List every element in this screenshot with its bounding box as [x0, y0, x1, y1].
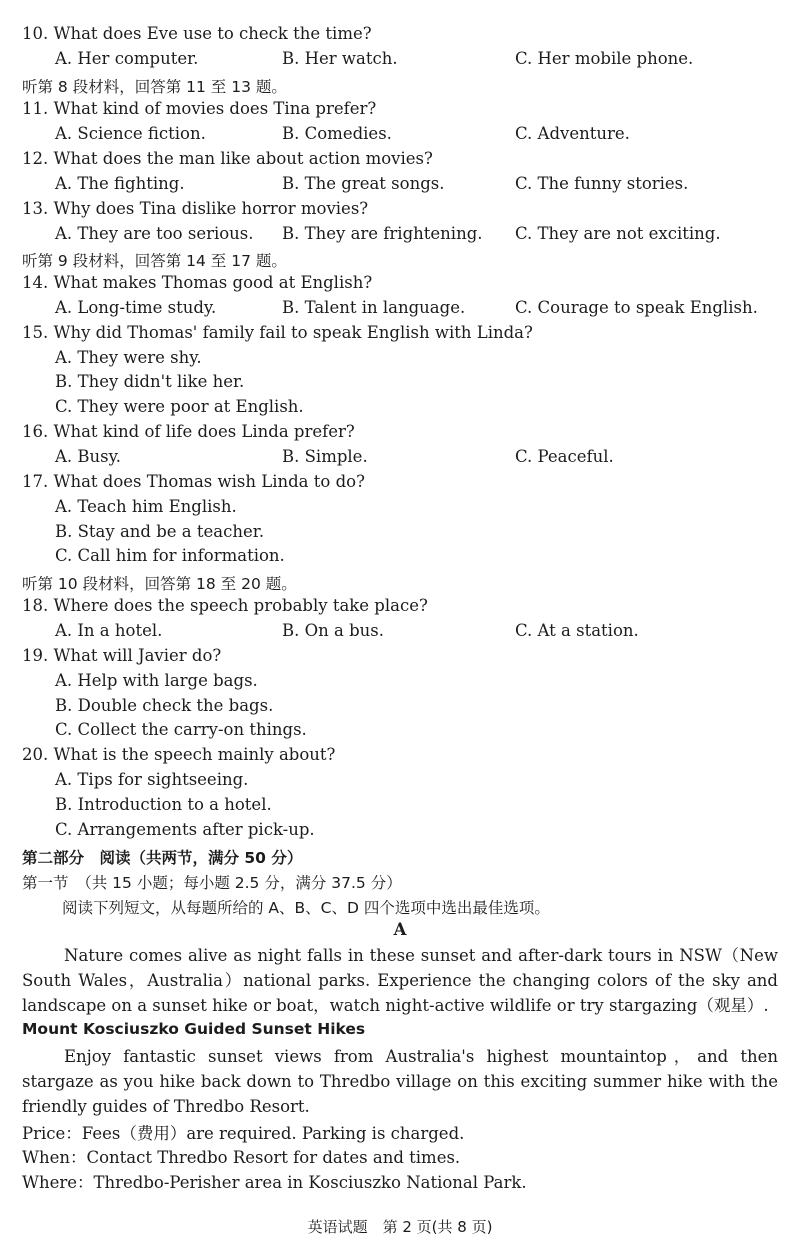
q11-option-a: A. Science fiction. [55, 124, 206, 143]
q12-option-a: A. The fighting. [55, 174, 185, 193]
q12-option-c: C. The funny stories. [515, 174, 689, 193]
q16-option-a: A. Busy. [55, 447, 121, 466]
q13-option-c: C. They are not exciting. [515, 224, 721, 243]
q12-stem: 12. What does the man like about action movies? [22, 149, 433, 168]
q13-option-b: B. They are frightening. [282, 224, 483, 243]
q15-stem: 15. Why did Thomas' family fail to speak English with Linda? [22, 323, 533, 342]
hike-title: Mount Kosciuszko Guided Sunset Hikes [22, 1020, 366, 1038]
q11-option-c: C. Adventure. [515, 124, 630, 143]
q20-option-c: C. Arrangements after pick-up. [55, 820, 315, 839]
q17-option-c: C. Call him for information. [55, 546, 285, 565]
q11-stem: 11. What kind of movies does Tina prefer? [22, 99, 377, 118]
q16-stem: 16. What kind of life does Linda prefer? [22, 422, 355, 441]
when-line: When：Contact Thredbo Resort for dates and times. [22, 1148, 461, 1167]
price-line: Price：Fees（费用）are required. Parking is charged. [22, 1124, 465, 1143]
q18-stem: 18. Where does the speech probably take place? [22, 596, 428, 615]
q16-option-c: C. Peaceful. [515, 447, 614, 466]
q10-option-a: A. Her computer. [55, 49, 199, 68]
q14-option-a: A. Long-time study. [55, 298, 217, 317]
q14-option-b: B. Talent in language. [282, 298, 466, 317]
section1-heading: 第一节 （共 15 小题；每小题 2.5 分，满分 37.5 分） [22, 874, 402, 892]
q15-option-b: B. They didn't like her. [55, 372, 245, 391]
q14-option-c: C. Courage to speak English. [515, 298, 758, 317]
q19-option-b: B. Double check the bags. [55, 696, 274, 715]
q19-option-c: C. Collect the carry-on things. [55, 720, 307, 739]
page-footer: 英语试题 第 2 页(共 8 页) [307, 1218, 493, 1236]
q12-option-b: B. The great songs. [282, 174, 445, 193]
q11-option-b: B. Comedies. [282, 124, 392, 143]
q10-option-b: B. Her watch. [282, 49, 398, 68]
part2-heading: 第二部分 阅读（共两节，满分 50 分） [22, 849, 303, 867]
q20-option-b: B. Introduction to a hotel. [55, 795, 272, 814]
q17-option-b: B. Stay and be a teacher. [55, 522, 265, 541]
reading-instruction: 阅读下列短文，从每题所给的 A、B、C、D 四个选项中选出最佳选项。 [62, 899, 550, 917]
q19-option-a: A. Help with large bags. [55, 671, 258, 690]
q13-option-a: A. They are too serious. [55, 224, 254, 243]
q19-stem: 19. What will Javier do? [22, 646, 222, 665]
q17-stem: 17. What does Thomas wish Linda to do? [22, 472, 365, 491]
q15-option-a: A. They were shy. [55, 348, 202, 367]
q16-option-b: B. Simple. [282, 447, 368, 466]
intro-paragraph: Nature comes alive as night falls in these sunset and after-dark tours in NSW（New South Wales，Australia）national parks. Experience the changing colors of the sky and landscape on a sunset hike or boat，watch night-active wildlife or try stargazing（观星）. [22, 946, 778, 1015]
q14-stem: 14. What makes Thomas good at English? [22, 273, 373, 292]
passage-letter: A [393, 920, 407, 939]
q18-option-c: C. At a station. [515, 621, 639, 640]
q13-stem: 13. Why does Tina dislike horror movies? [22, 199, 369, 218]
q10-option-c: C. Her mobile phone. [515, 49, 694, 68]
q20-stem: 20. What is the speech mainly about? [22, 745, 336, 764]
section8-instruction: 听第 8 段材料，回答第 11 至 13 题。 [22, 78, 287, 96]
section10-instruction: 听第 10 段材料，回答第 18 至 20 题。 [22, 575, 297, 593]
q15-option-c: C. They were poor at English. [55, 397, 304, 416]
q20-option-a: A. Tips for sightseeing. [55, 770, 249, 789]
hike-paragraph: Enjoy fantastic sunset views from Australia's highest mountaintop，and then stargaze as you hike back down to Thredbo village on this exciting summer hike with the friendly guides of Thredbo Resort. [22, 1047, 778, 1116]
where-line: Where：Thredbo-Perisher area in Kosciuszko National Park. [22, 1173, 527, 1192]
q10-stem: 10. What does Eve use to check the time? [22, 24, 372, 43]
q17-option-a: A. Teach him English. [55, 497, 237, 516]
q18-option-a: A. In a hotel. [55, 621, 163, 640]
q18-option-b: B. On a bus. [282, 621, 384, 640]
section9-instruction: 听第 9 段材料，回答第 14 至 17 题。 [22, 252, 287, 270]
